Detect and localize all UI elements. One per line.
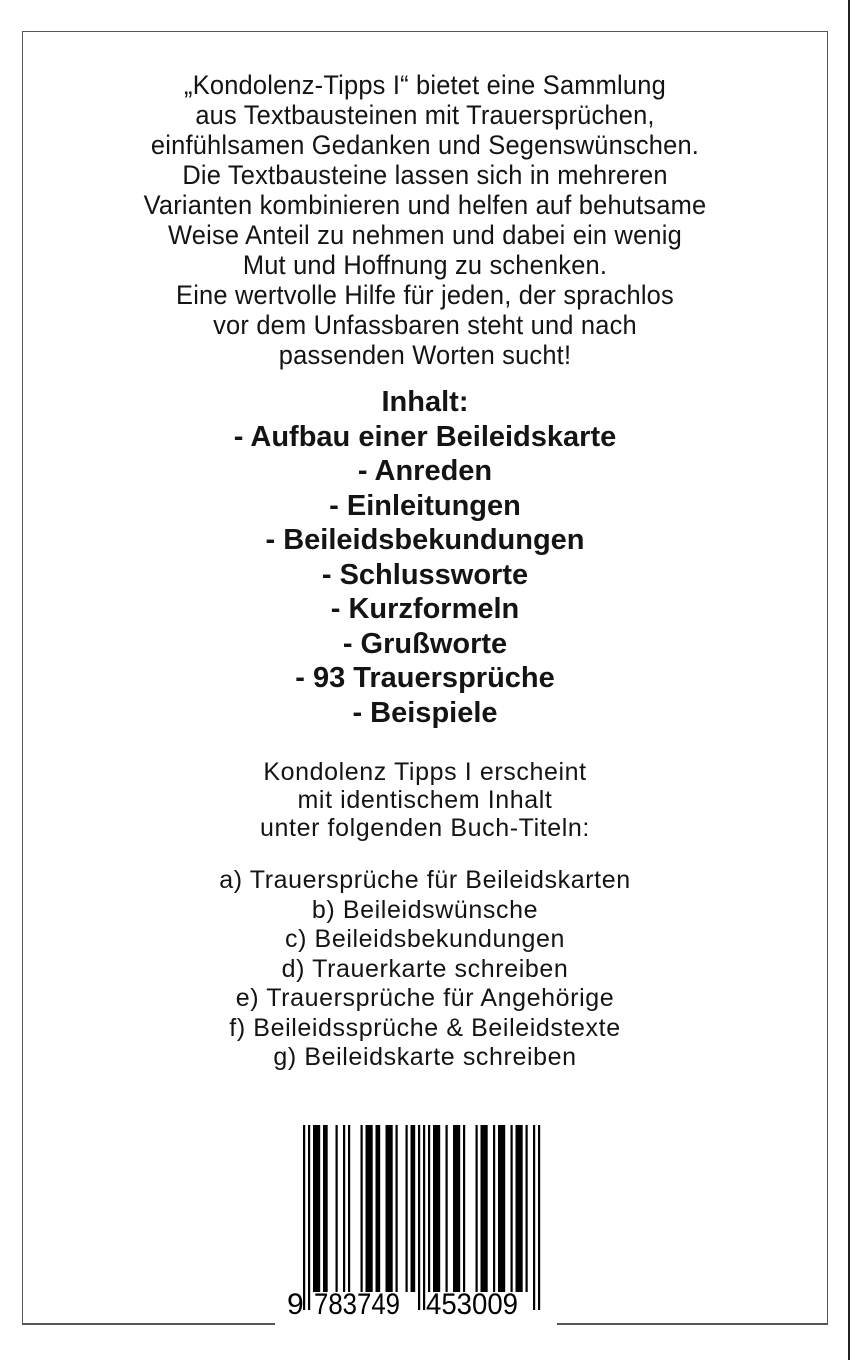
note-line: unter folgenden Buch-Titeln:	[260, 814, 590, 842]
contents-item: - Beispiele	[352, 696, 498, 729]
contents-item: - Schlussworte	[321, 558, 529, 591]
title-item: e) Trauersprüche für Angehörige	[235, 984, 615, 1012]
blurb-line: Die Textbausteine lassen sich in mehreren	[182, 160, 668, 190]
contents-item: - 93 Trauersprüche	[295, 662, 555, 694]
contents-item: - Anreden	[357, 455, 493, 487]
blurb-line: Eine wertvolle Hilfe für jeden, der sprachlos	[176, 280, 674, 310]
blurb-line: Mut und Hoffnung zu schenken.	[242, 250, 608, 280]
blurb-line: Weise Anteil zu nehmen und dabei ein wenig	[168, 220, 682, 250]
blurb-line: vor dem Unfassbaren steht und nach	[213, 310, 637, 340]
title-item: f) Beileidssprüche & Beileidstexte	[229, 1013, 621, 1042]
note-line: Kondolenz Tipps I erscheint	[263, 758, 587, 786]
blurb-line: „Kondolenz-Tipps I“ bietet eine Sammlung	[184, 70, 666, 100]
contents-heading: Inhalt:	[381, 386, 469, 418]
barcode-first-digit: 9	[287, 1288, 304, 1321]
barcode-right-digits: 453009	[426, 1288, 518, 1321]
isbn-barcode	[275, 1112, 557, 1360]
contents-item: - Kurzformeln	[330, 593, 520, 625]
description-blurb	[40, 70, 810, 370]
title-item: c) Beileidsbekundungen	[284, 925, 566, 953]
blurb-line: einfühlsamen Gedanken und Segenswünschen.	[150, 130, 700, 160]
barcode-left-digits: 783749	[314, 1288, 400, 1321]
contents-item: - Beileidsbekundungen	[265, 524, 585, 556]
contents-item: - Einleitungen	[329, 489, 521, 522]
blurb-line: Varianten kombinieren und helfen auf behutsame	[143, 190, 707, 220]
title-item: a) Trauersprüche für Beileidskarten	[219, 866, 631, 894]
contents-list	[24, 385, 826, 730]
contents-item: - Aufbau einer Beileidskarte	[233, 420, 617, 453]
blurb-line: passenden Worten sucht!	[278, 340, 572, 370]
title-item: g) Beileidskarte schreiben	[273, 1043, 577, 1071]
barcode-icon	[275, 1112, 557, 1360]
contents-item: - Grußworte	[342, 627, 508, 660]
note-line: mit identischem Inhalt	[297, 786, 553, 814]
alternate-titles-list	[24, 866, 826, 1073]
edition-note	[24, 758, 826, 842]
title-item: d) Trauerkarte schreiben	[281, 954, 569, 983]
blurb-line: aus Textbausteinen mit Trauersprüchen,	[195, 100, 655, 130]
title-item: b) Beileidswünsche	[311, 895, 539, 924]
